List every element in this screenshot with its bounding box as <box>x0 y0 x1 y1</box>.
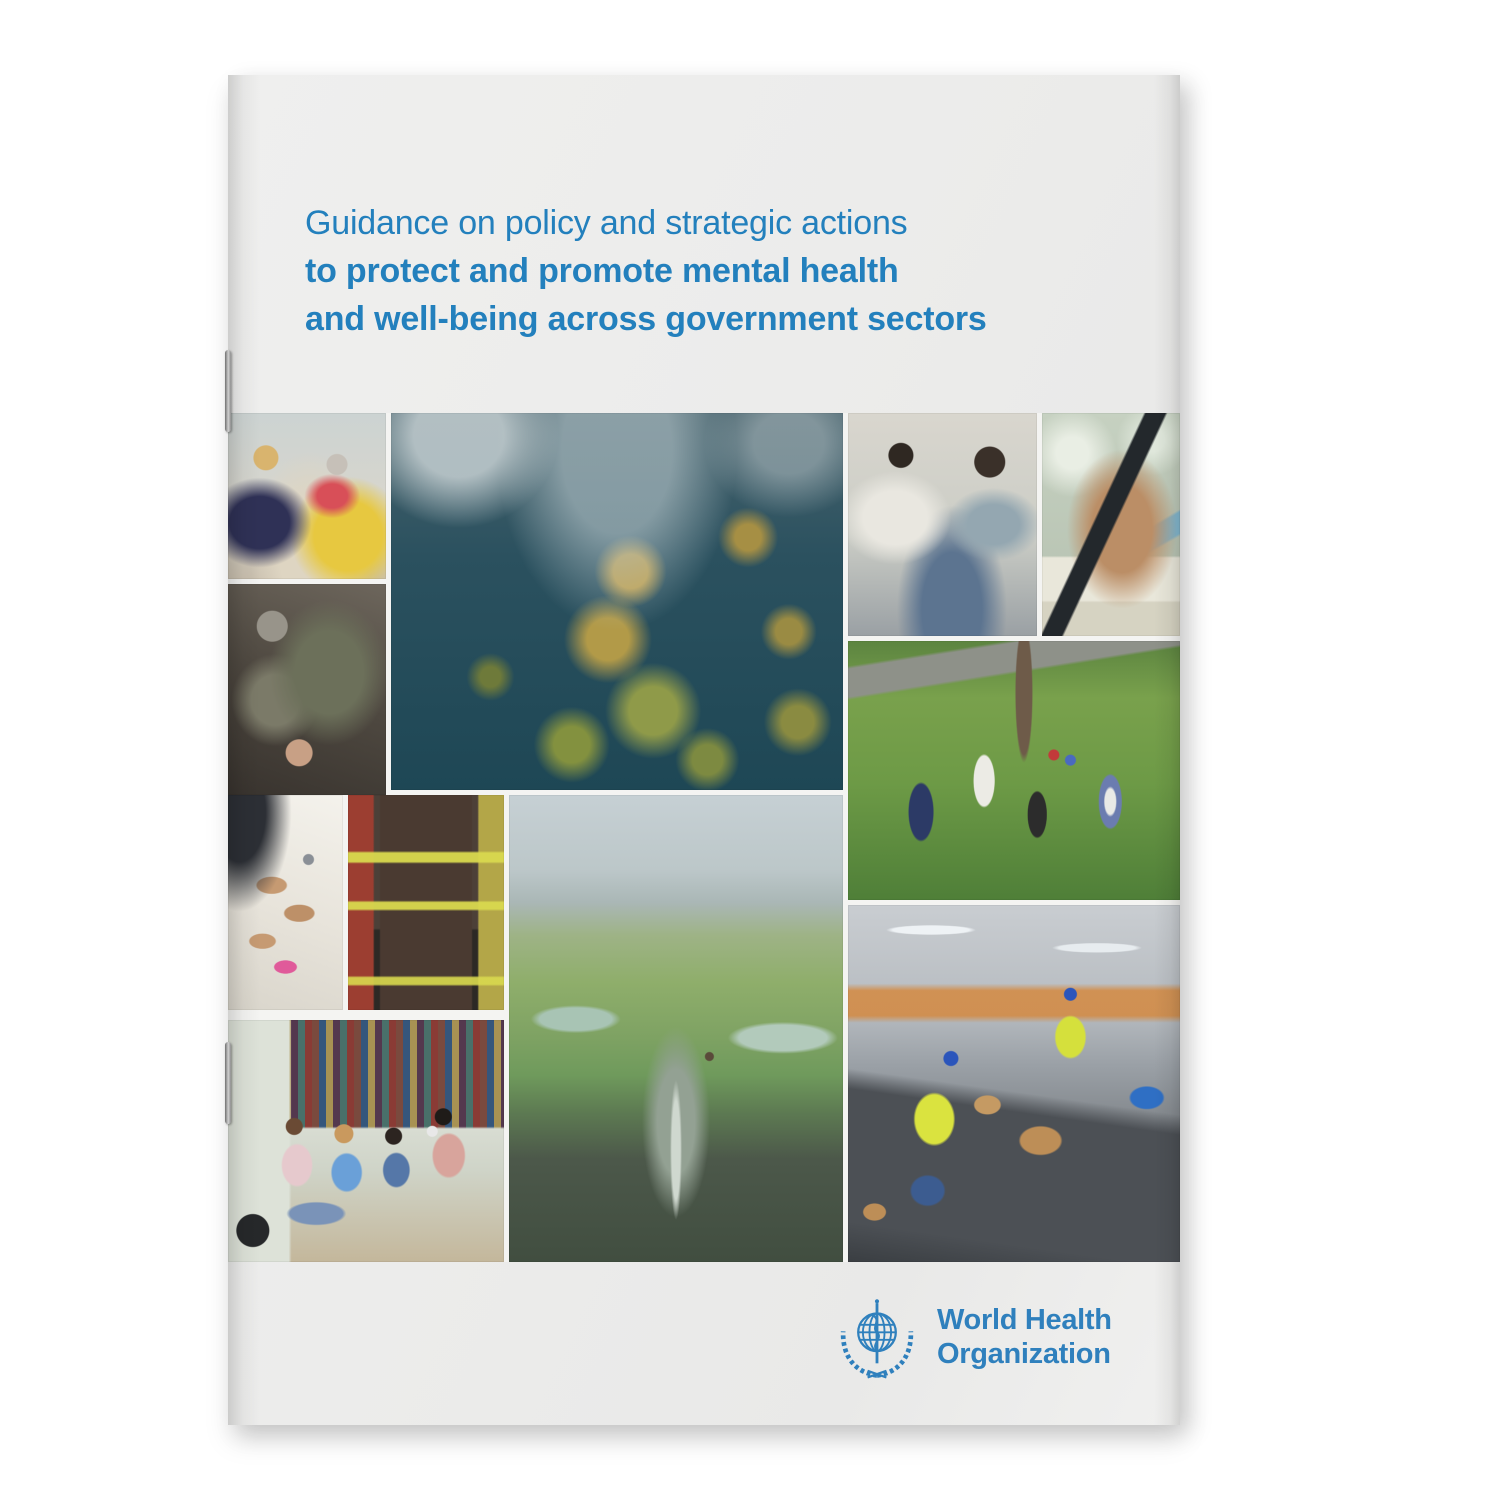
staple-bottom <box>225 1042 231 1124</box>
booklet-cover <box>228 75 1180 1425</box>
who-wordmark-line-2: Organization <box>937 1338 1111 1370</box>
photo-flooded-forest-aerial <box>391 413 843 790</box>
photo-team-meeting-hands <box>228 795 343 1010</box>
who-wordmark-line-1: World Health <box>937 1304 1112 1336</box>
photo-soldiers-support <box>228 584 386 795</box>
title-line-3: and well-being across government sectors <box>305 300 987 338</box>
photo-karst-mountain-steps <box>509 795 843 1262</box>
photo-signing-document <box>1042 413 1180 636</box>
cover-title <box>305 199 987 343</box>
who-logo <box>830 1290 1112 1384</box>
photo-firefighters <box>348 795 504 1010</box>
title-line-2: to protect and promote mental health <box>305 252 899 290</box>
photo-students-library <box>228 1020 504 1262</box>
photo-counseling-home-visit <box>228 413 386 579</box>
cover-footer <box>228 1262 1180 1425</box>
staple-top <box>225 350 231 432</box>
photo-doctor-consultation <box>848 413 1037 636</box>
title-line-1: Guidance on policy and strategic actions <box>305 204 908 242</box>
photo-outdoor-exercise <box>848 641 1180 900</box>
photo-collage <box>228 413 1180 1262</box>
who-wordmark <box>937 1303 1112 1371</box>
photo-warehouse-workers <box>848 905 1180 1262</box>
who-emblem-icon <box>830 1290 924 1384</box>
